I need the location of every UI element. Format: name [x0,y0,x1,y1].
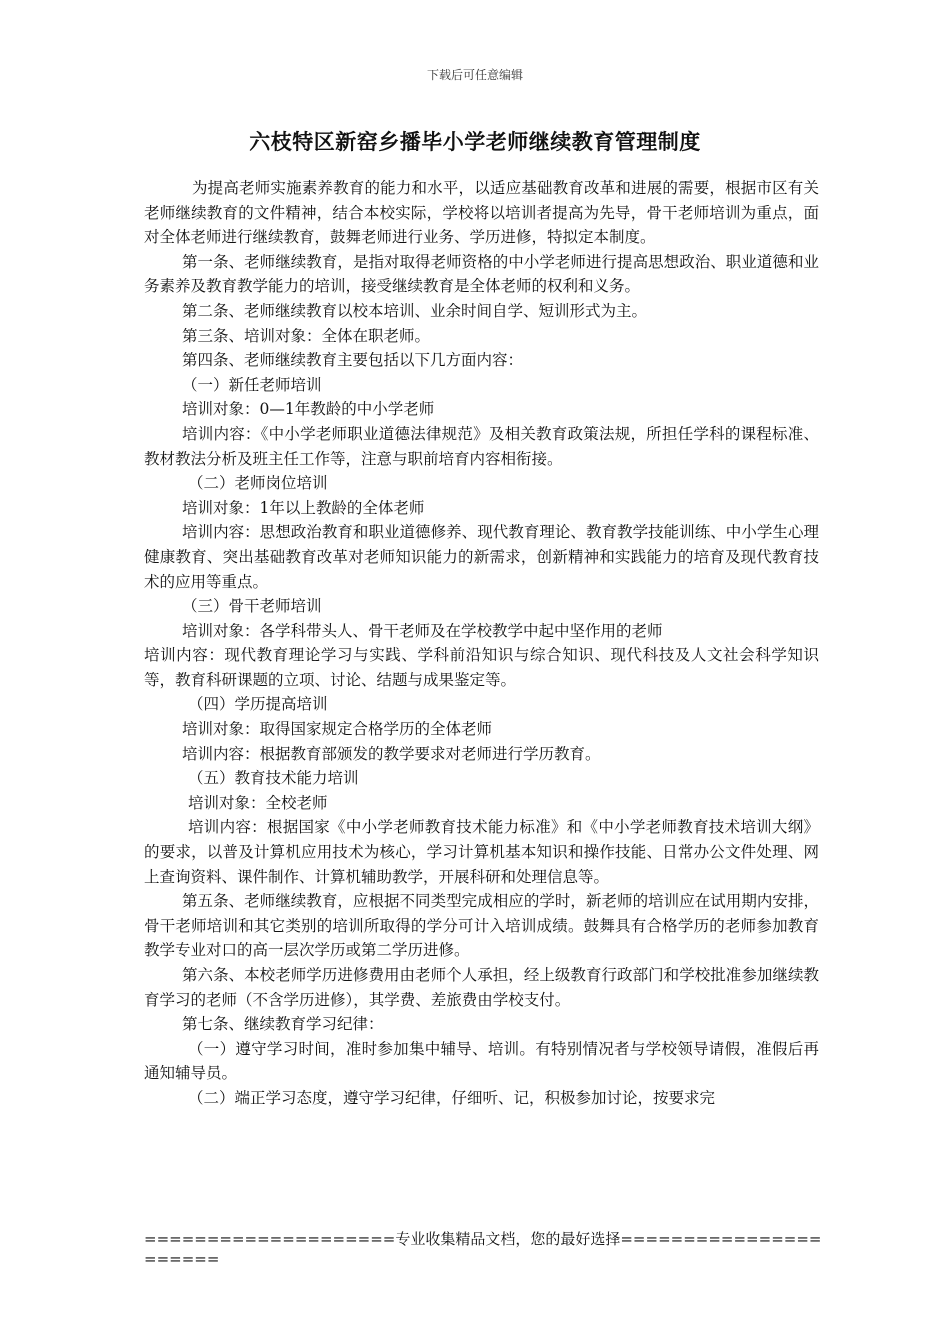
section-4-content: 培训内容：根据教育部颁发的教学要求对老师进行学历教育。 [182,744,601,763]
section-1-heading: （一）新任老师培训 [182,375,322,394]
page-header-note: 下载后可任意编辑 [426,68,523,82]
article-5-paragraph: 第五条、老师继续教育，应根据不同类型完成相应的学时，新老师的培训应在试用期内安排，骨干老师培训和其它类别的培训所取得的学分可计入培训成绩。鼓舞具有合格学历的老师参加教育教学专业对口的高一层次学历或第二学历进修。 [144,892,819,960]
section-3-target: 培训对象：各学科带头人、骨干老师及在学校教学中起中坚作用的老师 [182,621,663,640]
section-5-content: 培训内容：根据国家《中小学老师教育技术能力标准》和《中小学老师教育技术培训大纲》的要求，以普及计算机应用技术为核心，学习计算机基本知识和操作技能、日常办公文件处理、网上查询资料、课件制作、计算机辅助教学，开展科研和处理信息等。 [144,818,819,886]
article-2-paragraph: 第二条、老师继续教育以校本培训、业余时间自学、短训形式为主。 [182,301,648,320]
intro-paragraph: 为提高老师实施素养教育的能力和水平，以适应基础教育改革和进展的需要，根据市区有关老师继续教育的文件精神，结合本校实际，学校将以培训者提高为先导，骨干老师培训为重点，面对全体老师进行继续教育，鼓舞老师进行业务、学历进修，特拟定本制度。 [144,179,819,247]
discipline-item-1: （一）遵守学习时间，准时参加集中辅导、培训。有特别情况者与学校领导请假，准假后再通知辅导员。 [144,1039,819,1083]
section-1-target: 培训对象：0—1年教龄的中小学老师 [182,400,435,419]
section-4-heading: （四）学历提高培训 [188,695,328,714]
article-7-paragraph: 第七条、继续教育学习纪律： [182,1015,384,1034]
article-3-paragraph: 第三条、培训对象：全体在职老师。 [182,326,431,345]
section-5-target: 培训对象：全校老师 [188,793,328,812]
section-4-target: 培训对象：取得国家规定合格学历的全体老师 [182,720,493,739]
discipline-item-2: （二）端正学习态度，遵守学习纪律，仔细听、记，积极参加讨论，按要求完 [188,1088,716,1107]
section-2-heading: （二）老师岗位培训 [188,474,328,493]
article-1-paragraph: 第一条、老师继续教育，是指对取得老师资格的中小学老师进行提高思想政治、职业道德和业务素养及教育教学能力的培训，接受继续教育是全体老师的权利和义务。 [144,252,819,296]
article-4-paragraph: 第四条、老师继续教育主要包括以下几方面内容： [182,351,524,370]
document-body [144,176,819,1111]
section-2-target: 培训对象：1年以上教龄的全体老师 [182,498,425,517]
document-title: 六枝特区新窑乡播毕小学老师继续教育管理制度 [249,130,701,154]
section-1-content: 培训内容：《中小学老师职业道德法律规范》及相关教育政策法规，所担任学科的课程标准、教材教法分析及班主任工作等，注意与职前培育内容相衔接。 [144,424,819,468]
section-2-content: 培训内容：思想政治教育和职业道德修养、现代教育理论、教育教学技能训练、中小学生心理健康教育、突出基础教育改革对老师知识能力的新需求，创新精神和实践能力的培育及现代教育技术的应用等重点。 [144,523,819,591]
section-3-heading: （三）骨干老师培训 [182,597,322,616]
article-6-paragraph: 第六条、本校老师学历进修费用由老师个人承担，经上级教育行政部门和学校批准参加继续教育学习的老师（不含学历进修），其学费、差旅费由学校支付。 [144,966,819,1009]
page-footer-banner: ====================专业收集精品文档，您的最好选择====================== [144,1230,822,1268]
section-5-heading: （五）教育技术能力培训 [188,769,359,788]
section-3-content: 培训内容：现代教育理论学习与实践、学科前沿知识与综合知识、现代科技及人文社会科学知识等，教育科研课题的立项、讨论、结题与成果鉴定等。 [144,646,819,689]
